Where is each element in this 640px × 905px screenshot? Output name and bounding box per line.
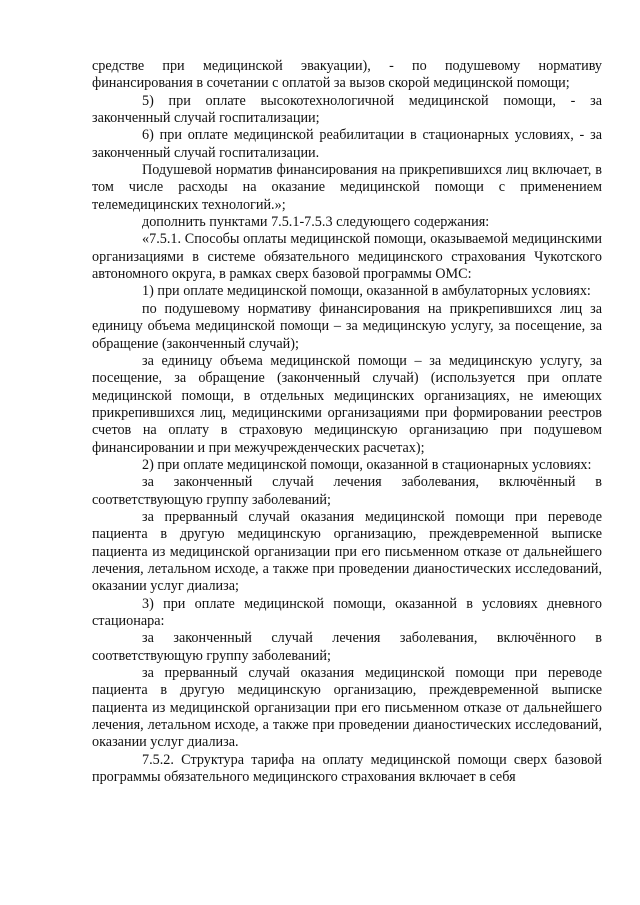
paragraph: за законченный случай лечения заболевания, включённый в соответствующую группу заболеваний; bbox=[92, 474, 602, 508]
paragraph: дополнить пунктами 7.5.1-7.5.3 следующего содержания: bbox=[142, 214, 490, 231]
paragraph: 5) при оплате высокотехнологичной медицинской помощи, - за законченный случай госпитализации; bbox=[92, 92, 602, 127]
paragraph: по подушевому нормативу финансирования на прикрепившихся лиц за единицу объема медицинской помощи – за медицинскую услугу, за посещение, за обращение (законченный случай); bbox=[92, 300, 602, 352]
paragraph: средстве при медицинской эвакуации), - по подушевому нормативу финансирования в сочетании с оплатой за вызов скорой медицинской помощи; bbox=[92, 58, 602, 92]
paragraph: 1) при оплате медицинской помощи, оказанной в амбулаторных условиях: bbox=[142, 283, 591, 300]
paragraph: за единицу объема медицинской помощи – за медицинскую услугу, за посещение, за обращение (законченный случай) (используется при оплате медицинской помощи, в отдельных медицинских организациях, не имеющих прикрепившихся лиц, медицинскими организациями при формировании реестров счетов на оплату в страховую медицинскую организацию при подушевом финансировании и при межучрежденческих расчетах); bbox=[92, 352, 602, 456]
paragraph: 2) при оплате медицинской помощи, оказанной в стационарных условиях: bbox=[142, 456, 592, 473]
paragraph: за прерванный случай оказания медицинской помощи при переводе пациента в другую медицинскую организацию, преждевременной выписке пациента из медицинской организации при его письменном отказе от дальнейшего лечения, летальном исходе, а также при проведении дианостических исследований, оказании услуг диализа. bbox=[92, 665, 602, 751]
paragraph: «7.5.1. Способы оплаты медицинской помощи, оказываемой медицинскими организациями в системе обязательного медицинского страхования Чукотского автономного округа, в рамках сверх базовой программы ОМС: bbox=[92, 231, 602, 283]
paragraph: 7.5.2. Структура тарифа на оплату медицинской помощи сверх базовой программы обязательного медицинского страхования включает в себя bbox=[92, 751, 602, 786]
paragraph: за прерванный случай оказания медицинской помощи при переводе пациента в другую медицинскую организацию, преждевременной выписке пациента из медицинской организации при его письменном отказе от дальнейшего лечения, летальном исходе, а также при проведении дианостических исследований, оказании услуг диализа; bbox=[92, 508, 602, 595]
paragraph: Подушевой норматив финансирования на прикрепившихся лиц включает, в том числе расходы на оказание медицинской помощи с применением телемедицинских технологий.»; bbox=[92, 162, 602, 213]
document-body bbox=[92, 58, 602, 786]
paragraph: 6) при оплате медицинской реабилитации в стационарных условиях, - за законченный случай госпитализации. bbox=[92, 127, 602, 161]
paragraph: за законченный случай лечения заболевания, включённого в соответствующую группу заболеваний; bbox=[92, 630, 602, 664]
paragraph: 3) при оплате медицинской помощи, оказанной в условиях дневного стационара: bbox=[92, 595, 602, 629]
